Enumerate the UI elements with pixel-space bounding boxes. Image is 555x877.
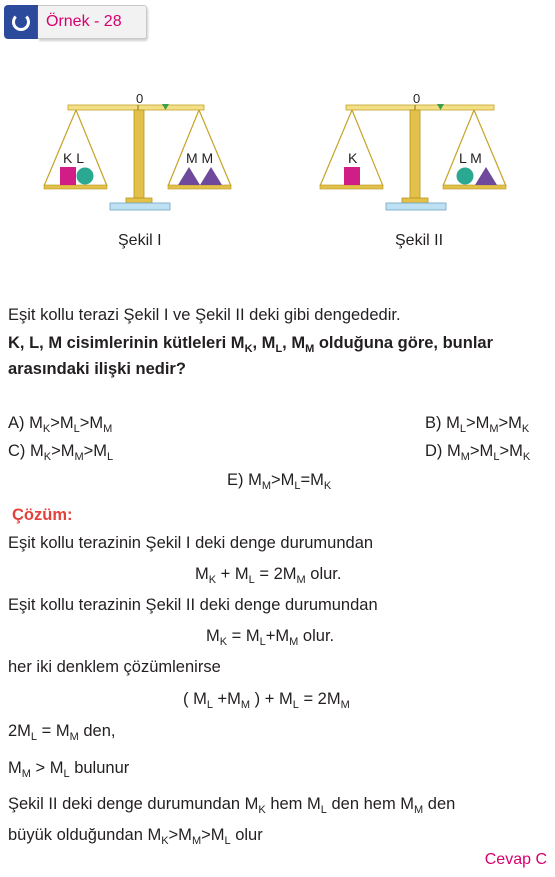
option-c: C) $M_K>M_M>M_L$ (8, 442, 114, 463)
question-line-1: K, L, M cisimlerinin kütleleri $M_K$, $M_L$, $M_M$ olduğuna göre, bunlar (8, 334, 494, 355)
example-header (4, 5, 144, 39)
option-e: E) $M_M>M_L=M_K$ (227, 471, 332, 492)
option-d: D) $M_M>M_L>M_K$ (425, 442, 531, 463)
solution-equation-2: $M_K = M_L+M_M$ olur. (206, 627, 335, 648)
solution-equation-1: $M_K + M_L = 2M_M$ olur. (195, 565, 342, 586)
right-pan-labels: M M (186, 150, 214, 166)
object-k (60, 167, 76, 185)
question-intro: Eşit kollu terazi Şekil I ve Şekil II deki gibi dengededir. (8, 306, 401, 324)
example-badge (4, 5, 38, 39)
circle-icon (12, 13, 30, 31)
solution-result: $M_M > M_L$ bulunur (8, 759, 130, 780)
balance-figure-1 (40, 88, 240, 228)
solution-line-3: her iki denklem çözümlenirse (8, 658, 221, 676)
object-l (457, 168, 474, 185)
solution-equation-3: ( $M_L +M_M$ ) + $M_L = 2M_M$ (183, 690, 350, 711)
question-line-2: arasındaki ilişki nedir? (8, 360, 186, 378)
balance-figure-2 (316, 88, 536, 228)
figure-1-caption: Şekil I (118, 232, 162, 249)
solution-line-5: büyük olduğundan $M_K>M_M>M_L$ olur (8, 826, 263, 847)
zero-label: 0 (413, 91, 421, 106)
solution-line-1: Eşit kollu terazinin Şekil I deki denge durumundan (8, 534, 374, 552)
object-l (77, 168, 94, 185)
example-title: Örnek - 28 (46, 13, 122, 30)
solution-line-4: Şekil II deki denge durumundan $M_K$ hem $M_L$ den hem $M_M$ den (8, 795, 456, 816)
object-m (178, 167, 200, 185)
solution-line-2: Eşit kollu terazinin Şekil II deki denge durumundan (8, 596, 378, 614)
object-m (200, 167, 222, 185)
zero-label: 0 (136, 91, 144, 106)
option-a: A) $M_K>M_L>M_M$ (8, 414, 113, 435)
left-pan-labels: K L (63, 150, 85, 166)
solution-heading: Çözüm: (12, 506, 73, 524)
figure-2-caption: Şekil II (395, 232, 444, 249)
answer-label: Cevap C (484, 851, 547, 868)
right-pan-labels: L M (459, 150, 482, 166)
object-k (344, 167, 360, 185)
left-pan-labels: K (348, 150, 358, 166)
object-m (475, 167, 497, 185)
example-title-box (38, 5, 147, 39)
option-b: B) $M_L>M_M>M_K$ (425, 414, 530, 435)
solution-equation-4: $2M_L = M_M$ den, (8, 722, 116, 743)
